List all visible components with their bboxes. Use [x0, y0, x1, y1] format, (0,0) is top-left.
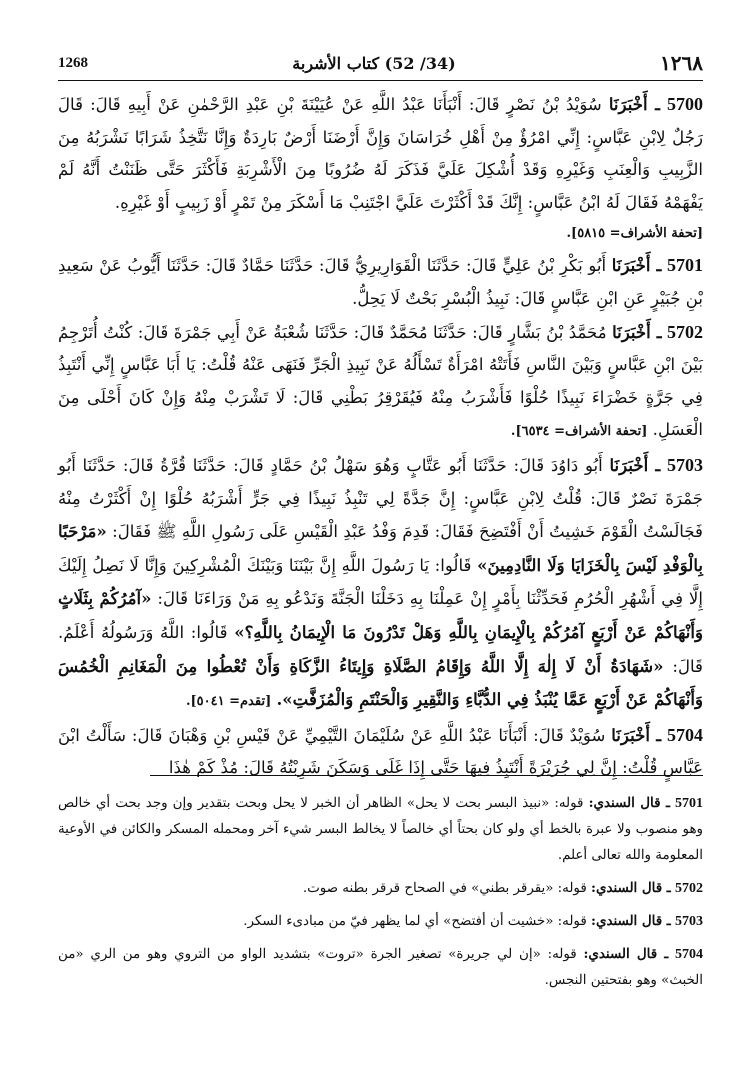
hadith-number: 5703: [667, 454, 703, 475]
hadith-reference: [تحفة الأشراف= ٥٨١٥].: [566, 226, 703, 242]
footnote-rule: [150, 775, 703, 776]
hadith-lead: ـ أَخْبَرَنَا: [609, 454, 661, 475]
hadith-lead: ـ أَخْبَرَنَا: [608, 94, 660, 114]
hadith-5701: [58, 249, 703, 315]
footnote-text: قوله: «إن لي جريرة» تصغير الجرة «تروت» بتشديد الواو من التروي وهو من الري «من الخبث» وهو بفتحتين النجس.: [58, 947, 703, 988]
footnote-5704: [58, 941, 703, 994]
prophetic-quote: «مَرْحَبًا بِالْوَفْدِ لَيْسَ بِالْخَزَايَا وَلَا النَّادِمِينَ»: [58, 521, 703, 575]
header-rule: [58, 80, 703, 81]
footnote-5703: [58, 908, 703, 935]
hadith-text: قَالُوا: يَا رَسُولَ اللَّهِ إِنَّ بَيْنَنَا وَبَيْنَكَ الْمُشْرِكِينَ وَإِنَّا لَا نَصِلُ إِلَيْكَ إِلَّا فِي أَشْهُرِ الْحُرُمِ فَحَدِّثْنَا بِأَمْرٍ إِنْ عَمِلْنَا بِهِ دَخَلْنَا الْجَنَّةَ وَنَدْعُو بِهِ مَنْ وَرَاءَنَا قَالَ:: [58, 555, 703, 609]
footnote-text: قوله: «نبيذ البسر بحت لا يحل» الظاهر أن الخبر لا يحل وبحت بتقدير وإن وجد بحت أي خالص وهو منصوب ولا عبرة بالخط أي ولو كان بحتاً أي خالصاً لا يخالط البسر شيء آخر ومحمله المسكر والكائن في الأوعية المعلومة والله تعالى أعلم.: [58, 796, 703, 863]
footnote-number: 5703: [675, 914, 703, 929]
hadith-lead: ـ أَخْبَرَنَا: [611, 724, 662, 745]
footnote-5702: [58, 875, 703, 902]
hadith-number: 5701: [667, 255, 704, 276]
footnote-label: ـ قال السندي:: [591, 913, 671, 929]
footnote-number: 5702: [675, 881, 703, 896]
page-header: [58, 50, 703, 76]
hadith-text: سُوَيْدُ بْنُ نَصْرٍ قَالَ: أَنْبَأَنَا عَبْدُ اللَّهِ عَنْ عُيَيْنَةَ بْنِ عَبْدِ الرَّحْمٰنِ عَنْ أَبِيهِ قَالَ: قَالَ رَجُلٌ لِابْنِ عَبَّاسٍ: إِنِّي امْرُؤٌ مِنْ أَهْلِ خُرَاسَانَ وَإِنَّ أَرْضَنَا أَرْضٌ بَارِدَةٌ وَإِنَّا نَتَّخِذُ شَرَابًا نَشْرَبُهُ مِنَ الزَّبِيبِ وَالْعِنَبِ وَغَيْرِهِ وَقَدْ أُشْكِلَ عَلَيَّ فَذَكَرَ لَهُ ضُرُوبًا مِنَ الْأَشْرِبَةِ فَأَكْثَرَ حَتَّى ظَنَنْتُ أَنَّهُ لَمْ يَفْهَمْهُ فَقَالَ لَهُ ابْنُ عَبَّاسٍ: إِنَّكَ قَدْ أَكْثَرْتَ عَلَيَّ اجْتَنِبْ مَا أَسْكَرَ مِنْ تَمْرٍ أَوْ زَبِيبٍ أَوْ غَيْرِهِ.: [58, 95, 703, 212]
page-number-arabic: ١٢٦٨: [660, 51, 703, 75]
hadith-5700: [58, 88, 703, 249]
hadith-text: سُوَيْدٌ قَالَ: أَنْبَأَنَا عَبْدُ اللَّهِ عَنْ سُلَيْمَانَ التَّيْمِيِّ عَنْ قَيْسِ بْنِ وَهْبَانَ قَالَ: سَأَلْتُ ابْنَ عَبَّاسٍ قُلْتُ: إِنَّ لِي جُرَيْرَةً أَنْتَبِذُ فِيهَا حَتَّى إِذَا غَلَى وَسَكَنَ شَرِبْتُهُ قَالَ: مُذْ كَمْ هٰذَا: [58, 725, 703, 778]
footnote-text: قوله: «يقرقر بطني» في الصحاح قرقر بطنه صوت.: [302, 881, 587, 896]
prophetic-quote: «آمُرُكُمْ بِثَلَاثٍ وَأَنْهَاكُمْ عَنْ أَرْبَعٍ آمُرُكُمْ بِالْإِيمَانِ بِاللَّهِ وَهَلْ تَدْرُونَ مَا الْإِيمَانُ بِاللَّهِ؟»: [58, 588, 704, 642]
footnote-number: 5701: [675, 796, 704, 811]
footnote-label: ـ قال السندي:: [591, 880, 671, 896]
footnotes: [58, 790, 703, 1000]
prophetic-quote: «شَهَادَةُ أَنْ لَا إِلٰهَ إِلَّا اللَّهُ وَإِقَامُ الصَّلَاةِ وَإِيتَاءُ الزَّكَاةِ وَأَنْ تُعْطُوا مِنَ الْمَغَانِمِ الْخُمُسَ وَأَنْهَاكُمْ عَنْ أَرْبَعٍ عَمَّا يُنْبَذُ فِي الدُّبَّاءِ وَالنَّقِيرِ وَالْحَنْتَمِ وَالْمُزَفَّتِ».: [58, 655, 703, 710]
footnote-label: ـ قال السندي:: [588, 795, 670, 811]
page-number-latin: 1268: [58, 54, 88, 71]
hadith-lead: ـ أَخْبَرَنَا: [611, 255, 662, 276]
hadith-text: مُحَمَّدُ بْنُ بَشَّارٍ قَالَ: حَدَّثَنَا مُحَمَّدٌ قَالَ: حَدَّثَنَا شُعْبَةُ عَنْ أَبِي جَمْرَةَ قَالَ: كُنْتُ أُتَرْجِمُ بَيْنَ ابْنِ عَبَّاسٍ وَبَيْنَ النَّاسِ فَأَتَتْهُ امْرَأَةٌ تَسْأَلُهُ عَنْ نَبِيذِ الْجَرِّ فَنَهَى عَنْهُ قُلْتُ: يَا أَبَا عَبَّاسٍ إِنِّي أَنْتَبِذُ فِي جَرَّةٍ خَضْرَاءَ نَبِيذًا حُلْوًا فَأَشْرَبُ مِنْهُ فَيُقَرْقِرُ بَطْنِي قَالَ: لَا تَشْرَبْ مِنْهُ وَإِنْ كَانَ أَحْلَى مِنَ الْعَسَلِ.: [58, 322, 703, 440]
hadith-reference: [تحفة الأشراف= ٦٥٣٤].: [510, 424, 648, 440]
hadith-number: 5704: [667, 724, 704, 745]
hadith-text: قَالُوا: اللَّهُ وَرَسُولُهُ أَعْلَمُ. قَالَ:: [58, 622, 703, 676]
hadith-5703: [58, 449, 703, 719]
footnote-5701: [58, 790, 703, 869]
footnote-label: ـ قال السندي:: [583, 946, 669, 962]
footnote-number: 5704: [675, 947, 704, 962]
hadith-body: [58, 88, 703, 785]
hadith-text: أَبُو بَكْرِ بْنُ عَلِيٍّ قَالَ: حَدَّثَنَا الْقَوَارِيرِيُّ قَالَ: حَدَّثَنَا حَمَّادٌ قَالَ: حَدَّثَنَا أَيُّوبُ عَنْ سَعِيدِ بْنِ جُبَيْرٍ عَنِ ابْنِ عَبَّاسٍ قَالَ: نَبِيذُ الْبُسْرِ بَحْتٌ لَا يَحِلُّ.: [58, 256, 703, 308]
running-title: (34/ 52) كتاب الأشربة: [292, 53, 456, 73]
hadith-5702: [58, 316, 703, 449]
hadith-number: 5700: [667, 94, 703, 114]
hadith-text: أَبُو دَاوُدَ قَالَ: حَدَّثَنَا أَبُو عَتَّابٍ وَهُوَ سَهْلُ بْنُ حَمَّادٍ قَالَ: حَدَّثَنَا قُرَّةُ قَالَ: حَدَّثَنَا أَبُو جَمْرَةَ نَصْرٌ قَالَ: قُلْتُ لِابْنِ عَبَّاسٍ: إِنَّ جَدَّةً لِي تَنْبِذُ نَبِيذًا فِي جَرٍّ أَشْرَبُهُ حُلْوًا إِنْ أَكْثَرْتُ مِنْهُ فَجَالَسْتُ الْقَوْمَ خَشِيتُ أَنْ أَفْتَضِحَ فَقَالَ: قَدِمَ وَفْدُ عَبْدِ الْقَيْسِ عَلَى رَسُولِ اللَّهِ ﷺ فَقَالَ:: [58, 455, 703, 542]
hadith-lead: ـ أَخْبَرَنَا: [612, 321, 662, 342]
footnote-text: قوله: «خشيت أن أفتضح» أي لما يظهر فيّ من مبادىء السكر.: [243, 914, 587, 929]
hadith-reference: [تقدم= ٥٠٤١].: [185, 694, 272, 710]
hadith-number: 5702: [667, 321, 703, 342]
